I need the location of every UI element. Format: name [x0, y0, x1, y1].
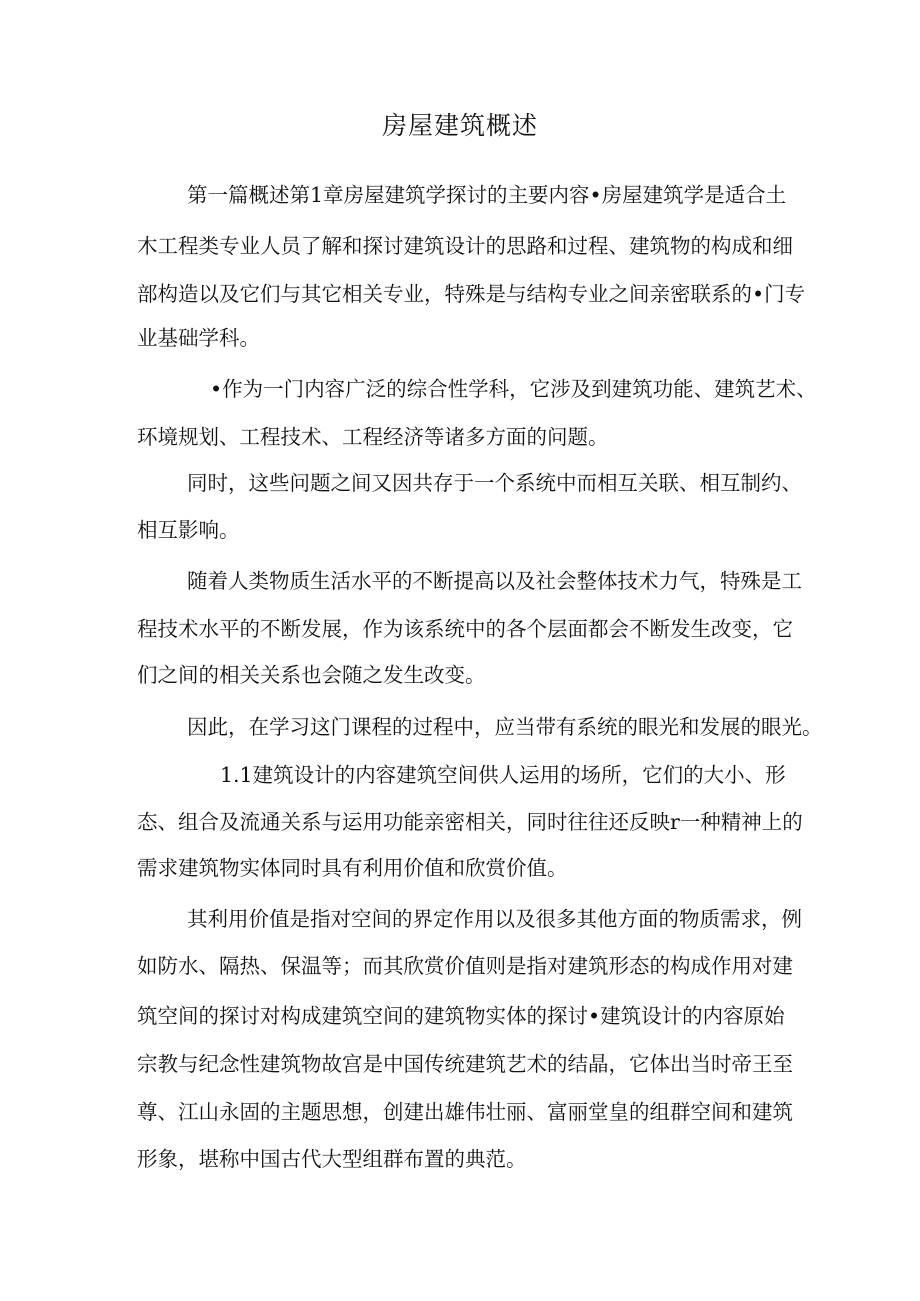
text-line: 环境规划、工程技术、工程经济等诸多方面的问题。 [137, 425, 609, 449]
text-line: 相互影响。 [137, 518, 240, 542]
text-line: 同时，这些问题之间又因共存于一个系统中而相互关联、相互制约、 [187, 471, 802, 495]
document-title: 房屋建筑概述 [381, 111, 538, 140]
text-line: 随着人类物质生活水平的不断提高以及社会整体技术力气，特殊是工 [187, 569, 802, 593]
text-line: 程技术水平的不断发展，作为该系统中的各个层面都会不断发生改变，它 [137, 617, 793, 641]
text-line: 宗教与纪念性建筑物故宫是中国传统建筑艺术的结晶，它体出当时帝王至 [137, 1052, 793, 1076]
text-line: 形象，堪称中国古代大型组群布置的典范。 [137, 1147, 527, 1171]
text-line: 如防水、隔热、保温等；而其欣赏价值则是指对建筑形态的构成作用对建 [137, 954, 793, 978]
text-line: 态、组合及流通关系与运用功能亲密相关，同时往往还反映r一种精神上的 [137, 810, 803, 834]
text-line: 部构造以及它们与其它相关专业，特殊是与结构专业之间亲密联系的•门专 [137, 282, 806, 306]
text-line: 需求建筑物实体同时具有利用价值和欣赏价值。 [137, 856, 568, 880]
text-line: 因此，在学习这门课程的过程中，应当带有系统的眼光和发展的眼光。 [187, 715, 823, 739]
text-line: 1.1建筑设计的内容建筑空间供人运用的场所，它们的大小、形 [220, 763, 786, 787]
text-line: 筑空间的探讨对构成建筑空间的建筑物实体的探讨•建筑设计的内容原始 [137, 1004, 785, 1028]
text-line: 尊、江山永固的主题思想，创建出雄伟壮丽、富丽堂皇的组群空间和建筑 [137, 1100, 793, 1124]
text-line: 们之间的相关关系也会随之发生改变。 [137, 663, 486, 687]
text-line: 其利用价值是指对空间的界定作用以及很多其他方面的物质需求，例 [187, 907, 802, 931]
text-line: 业基础学科。 [137, 326, 260, 350]
text-line: 第一篇概述第1章房屋建筑学探讨的主要内容•房屋建筑学是适合土 [187, 183, 787, 207]
text-line: 木工程类专业人员了解和探讨建筑设计的思路和过程、建筑物的构成和细 [137, 234, 793, 258]
text-line: •作为一门内容广泛的综合性学科，它涉及到建筑功能、建筑艺术、 [210, 377, 817, 401]
